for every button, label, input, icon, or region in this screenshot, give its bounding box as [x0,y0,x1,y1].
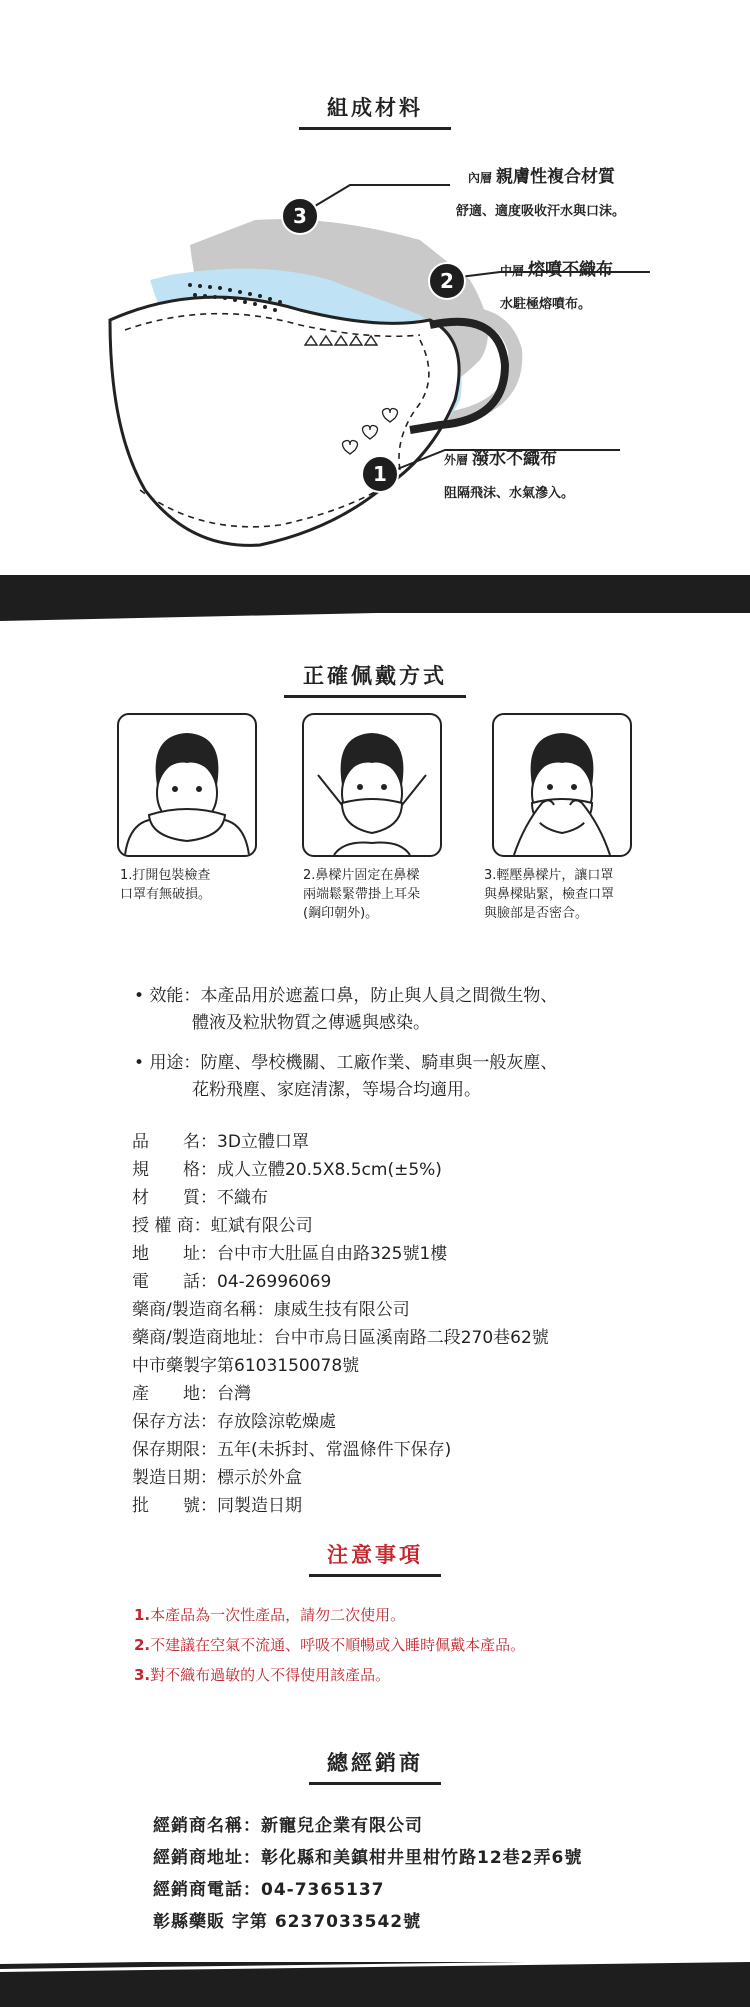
spec-row: 授 權 商：虹斌有限公司 [132,1216,313,1236]
layer-2-prefix: 中層 [500,264,525,278]
layer-3-desc: 舒適、適度吸收汗水與口沫。 [456,204,626,219]
spec-row: 藥商/製造商名稱：康威生技有限公司 [132,1300,410,1320]
step-3-text [484,866,644,923]
step-2-line: 兩端鬆緊帶掛上耳朵 [303,887,421,902]
mask-layers-illustration [0,150,750,570]
title-underline [284,695,466,698]
bullet: • [134,1053,145,1073]
spec-row: 電 話：04-26996069 [132,1272,332,1292]
divider-band-top [0,575,750,635]
step-2-line: (鋼印朝外)。 [303,906,379,921]
title-underline [309,1574,441,1577]
layer-1-prefix: 外層 [444,453,469,467]
layer-3-label [468,162,615,187]
notice-text: 對不織布過敏的人不得使用該產品。 [150,1666,391,1684]
spec-row: 保存期限：五年(未拆封、常溫條件下保存) [132,1440,452,1460]
feature-line: 防塵、學校機關、工廠作業、騎車與一般灰塵、 [200,1053,558,1073]
feature-usage [134,1050,557,1104]
layer-1-label [444,444,557,469]
outer-layer-shape [110,297,459,545]
step-1-text [120,866,270,904]
notice-num: 2. [134,1636,151,1654]
layer-3-badge: 3 [281,197,319,235]
layer-1-badge: 1 [361,455,399,493]
notice-text: 不建議在空氣不流通、呼吸不順暢或入睡時佩戴本產品。 [150,1636,526,1654]
distributor-line: 彰縣藥販 字第 6237033542號 [153,1912,422,1932]
wearing-title-text: 正確佩戴方式 [303,664,447,688]
distributor-title-text: 總經銷商 [327,1751,423,1775]
layer-2-desc: 水駐極熔噴布。 [500,297,592,312]
layer-2-name: 熔噴不織布 [528,260,614,280]
notice-title-text: 注意事項 [327,1543,423,1567]
layer-3-prefix: 內層 [468,171,493,185]
spec-row: 材 質：不織布 [132,1188,268,1208]
step-1-line: 口罩有無破損。 [120,887,212,902]
layer-1-desc: 阻隔飛沫、水氣滲入。 [444,486,575,501]
spec-row: 產 地：台灣 [132,1384,251,1404]
step-2-line: 2.鼻樑片固定在鼻樑 [303,868,420,883]
step-1-illustration [117,713,257,857]
notice-item [134,1634,525,1655]
spec-row: 品 名：3D立體口罩 [132,1132,309,1152]
layer-1-name: 潑水不織布 [472,449,558,469]
spec-row: 藥商/製造商地址：台中市烏日區溪南路二段270巷62號 [132,1328,549,1348]
step-3-line: 3.輕壓鼻樑片，讓口罩 [484,868,614,883]
layer-3-name: 親膚性複合材質 [496,167,616,187]
feature-line: 體液及粒狀物質之傳遞與感染。 [192,1013,430,1033]
wearing-title [290,660,460,690]
distributor-line: 經銷商地址：彰化縣和美鎮柑井里柑竹路12巷2弄6號 [153,1848,583,1868]
spec-row: 中市藥製字第6103150078號 [132,1356,360,1376]
materials-title-text: 組成材料 [327,96,423,120]
step-3-line: 與鼻樑貼緊，檢查口罩 [484,887,615,902]
step-3-line: 與臉部是否密合。 [484,906,589,921]
bullet: • [134,986,145,1006]
notice-title [315,1539,435,1569]
distributor-line: 經銷商名稱：新寵兒企業有限公司 [153,1816,423,1836]
feature-efficacy [134,983,557,1037]
title-underline [299,127,451,130]
spec-row: 地 址：台中市大肚區自由路325號1樓 [132,1244,448,1264]
feature-line: 花粉飛塵、家庭清潔，等場合均適用。 [192,1080,481,1100]
materials-title [305,92,445,122]
leader-line-3 [300,185,450,215]
step-2-illustration [302,713,442,857]
step-2-text [303,866,453,923]
feature-line: 本產品用於遮蓋口鼻，防止與人員之間微生物、 [200,986,558,1006]
feature-label: 效能： [149,986,201,1006]
layer-2-badge: 2 [428,262,466,300]
spec-row: 保存方法：存放陰涼乾燥處 [132,1412,336,1432]
notice-text: 本產品為一次性產品，請勿二次使用。 [150,1606,406,1624]
step-1-line: 1.打開包裝檢查 [120,868,211,883]
spec-row: 製造日期：標示於外盒 [132,1468,302,1488]
spec-row: 批 號：同製造日期 [132,1496,302,1516]
distributor-title [315,1747,435,1777]
notice-item [134,1604,405,1625]
feature-label: 用途： [149,1053,201,1073]
spec-row: 規 格：成人立體20.5X8.5cm(±5%) [132,1160,442,1180]
divider-band-bottom [0,1962,750,2007]
distributor-line: 經銷商電話：04-7365137 [153,1880,385,1900]
step-3-illustration [492,713,632,857]
notice-num: 1. [134,1606,151,1624]
notice-num: 3. [134,1666,151,1684]
notice-item [134,1664,390,1685]
layer-2-label [500,255,613,280]
title-underline [309,1782,441,1785]
